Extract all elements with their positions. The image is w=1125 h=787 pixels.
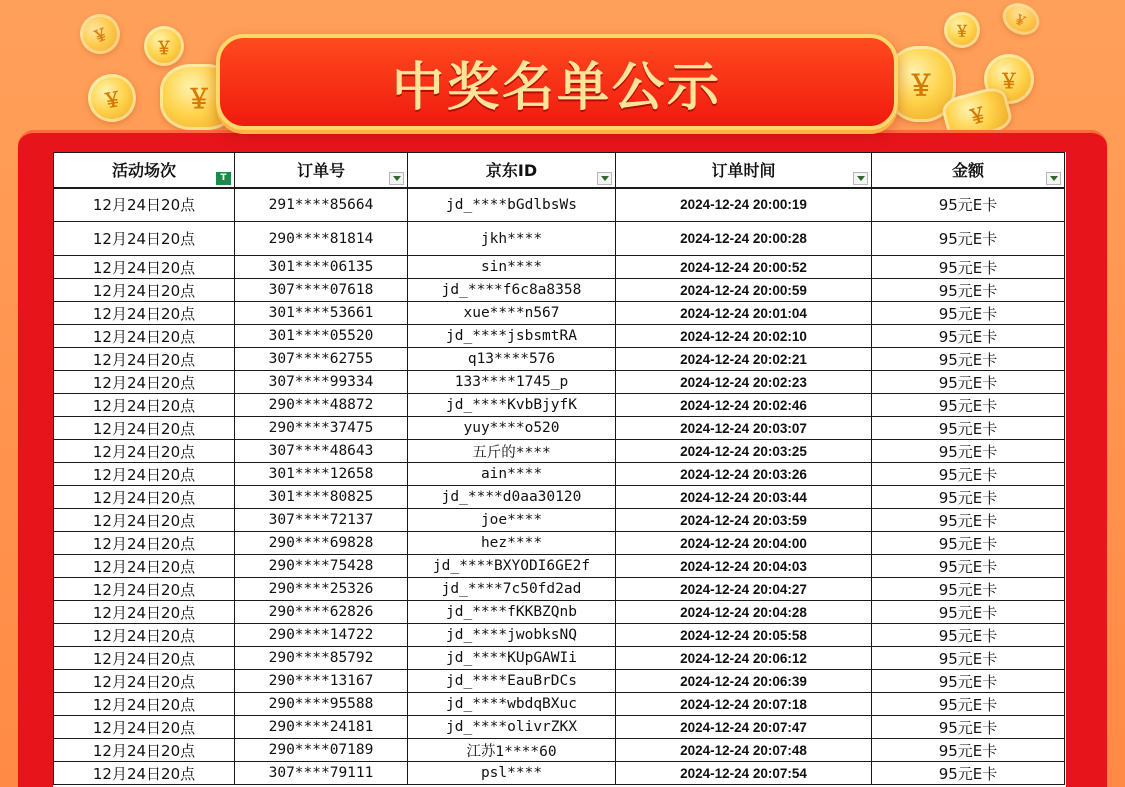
amount-cell[interactable]: 95元E卡 <box>872 325 1065 348</box>
amount-cell[interactable]: 95元E卡 <box>872 348 1065 371</box>
column-header-label: 订单号 <box>296 161 345 181</box>
order-number-cell[interactable]: 307****79111 <box>235 762 408 785</box>
session-cell[interactable]: 12月24日20点 <box>54 624 235 647</box>
column-header <box>872 153 1065 188</box>
jd-id-cell[interactable]: jd_****jsbsmtRA <box>408 325 616 348</box>
table-row <box>54 256 1065 279</box>
amount-cell[interactable]: 95元E卡 <box>872 716 1065 739</box>
jd-id-cell[interactable]: jd_****olivrZKX <box>408 716 616 739</box>
table-row <box>54 647 1065 670</box>
table-row <box>54 716 1065 739</box>
session-cell[interactable]: 12月24日20点 <box>54 302 235 325</box>
column-header <box>408 153 616 188</box>
table-row <box>54 440 1065 463</box>
order-time-cell[interactable]: 2024-12-24 20:00:28 <box>616 222 872 256</box>
table-row <box>54 739 1065 762</box>
amount-cell[interactable]: 95元E卡 <box>872 279 1065 302</box>
amount-cell[interactable]: 95元E卡 <box>872 624 1065 647</box>
session-cell[interactable]: 12月24日20点 <box>54 578 235 601</box>
jd-id-cell[interactable]: jd_****7c50fd2ad <box>408 578 616 601</box>
table-row <box>54 279 1065 302</box>
jd-id-cell[interactable]: xue****n567 <box>408 302 616 325</box>
order-number-cell[interactable]: 290****13167 <box>235 670 408 693</box>
column-header <box>54 153 235 188</box>
order-time-cell[interactable]: 2024-12-24 20:00:52 <box>616 256 872 279</box>
amount-cell[interactable]: 95元E卡 <box>872 302 1065 325</box>
order-number-cell[interactable]: 290****37475 <box>235 417 408 440</box>
order-number-cell[interactable]: 290****75428 <box>235 555 408 578</box>
column-header <box>235 153 408 188</box>
order-number-cell[interactable]: 307****62755 <box>235 348 408 371</box>
jd-id-cell[interactable]: q13****576 <box>408 348 616 371</box>
jd-id-cell[interactable]: 五斤的**** <box>408 440 616 463</box>
amount-cell[interactable]: 95元E卡 <box>872 739 1065 762</box>
amount-cell[interactable]: 95元E卡 <box>872 222 1065 256</box>
amount-cell[interactable]: 95元E卡 <box>872 670 1065 693</box>
order-number-cell[interactable]: 290****48872 <box>235 394 408 417</box>
order-time-cell[interactable]: 2024-12-24 20:04:03 <box>616 555 872 578</box>
chevron-down-icon <box>857 176 865 181</box>
jd-id-cell[interactable]: jd_****EauBrDCs <box>408 670 616 693</box>
order-time-cell[interactable]: 2024-12-24 20:02:21 <box>616 348 872 371</box>
winners-sheet[interactable] <box>53 152 1066 787</box>
jd-id-cell[interactable]: ain**** <box>408 463 616 486</box>
session-cell[interactable]: 12月24日20点 <box>54 222 235 256</box>
order-time-cell[interactable]: 2024-12-24 20:03:25 <box>616 440 872 463</box>
order-time-cell[interactable]: 2024-12-24 20:03:07 <box>616 417 872 440</box>
table-row <box>54 302 1065 325</box>
jd-id-cell[interactable]: jd_****KvbBjyfK <box>408 394 616 417</box>
coin-icon <box>74 8 125 59</box>
jd-id-cell[interactable]: joe**** <box>408 509 616 532</box>
session-cell[interactable]: 12月24日20点 <box>54 463 235 486</box>
session-cell[interactable]: 12月24日20点 <box>54 348 235 371</box>
order-time-cell[interactable]: 2024-12-24 20:03:44 <box>616 486 872 509</box>
order-time-cell[interactable]: 2024-12-24 20:07:47 <box>616 716 872 739</box>
jd-id-cell[interactable]: sin**** <box>408 256 616 279</box>
order-number-cell[interactable]: 301****53661 <box>235 302 408 325</box>
order-time-cell[interactable]: 2024-12-24 20:05:58 <box>616 624 872 647</box>
order-time-cell[interactable]: 2024-12-24 20:07:48 <box>616 739 872 762</box>
filter-dropdown-icon[interactable] <box>853 172 868 185</box>
amount-cell[interactable]: 95元E卡 <box>872 555 1065 578</box>
order-time-cell[interactable]: 2024-12-24 20:00:19 <box>616 188 872 222</box>
table-header <box>54 153 1065 188</box>
column-header-label: 京东ID <box>485 161 538 181</box>
order-number-cell[interactable]: 301****06135 <box>235 256 408 279</box>
order-time-cell[interactable]: 2024-12-24 20:04:27 <box>616 578 872 601</box>
session-cell[interactable]: 12月24日20点 <box>54 647 235 670</box>
coin-glyph: ￥ <box>964 101 991 130</box>
order-number-cell[interactable]: 290****62826 <box>235 601 408 624</box>
jd-id-cell[interactable]: psl**** <box>408 762 616 785</box>
winners-table <box>53 152 1065 785</box>
page-title: 中奖名单公示 <box>391 57 722 118</box>
session-cell[interactable]: 12月24日20点 <box>54 716 235 739</box>
amount-cell[interactable]: 95元E卡 <box>872 188 1065 222</box>
session-cell[interactable]: 12月24日20点 <box>54 486 235 509</box>
order-number-cell[interactable]: 290****07189 <box>235 739 408 762</box>
jd-id-cell[interactable]: jd_****d0aa30120 <box>408 486 616 509</box>
jd-id-cell[interactable]: jd_****jwobksNQ <box>408 624 616 647</box>
order-time-cell[interactable]: 2024-12-24 20:07:54 <box>616 762 872 785</box>
amount-cell[interactable]: 95元E卡 <box>872 417 1065 440</box>
coin-glyph: ￥ <box>954 21 970 40</box>
table-row <box>54 371 1065 394</box>
title-banner <box>216 34 898 130</box>
table-row <box>54 624 1065 647</box>
jd-id-cell[interactable]: jd_****wbdqBXuc <box>408 693 616 716</box>
jd-id-cell[interactable]: jd_****KUpGAWIi <box>408 647 616 670</box>
order-number-cell[interactable]: 301****80825 <box>235 486 408 509</box>
order-time-cell[interactable]: 2024-12-24 20:00:59 <box>616 279 872 302</box>
jd-id-cell[interactable]: jkh**** <box>408 222 616 256</box>
table-row <box>54 348 1065 371</box>
order-number-cell[interactable]: 307****07618 <box>235 279 408 302</box>
table-row <box>54 555 1065 578</box>
table-row <box>54 463 1065 486</box>
filter-dropdown-icon[interactable] <box>389 172 404 185</box>
session-cell[interactable]: 12月24日20点 <box>54 279 235 302</box>
column-header-label: 订单时间 <box>711 161 776 181</box>
amount-cell[interactable]: 95元E卡 <box>872 532 1065 555</box>
coin-icon <box>144 26 184 66</box>
table-row <box>54 578 1065 601</box>
coin-icon <box>84 70 140 126</box>
table-row <box>54 762 1065 785</box>
jd-id-cell[interactable]: 133****1745_p <box>408 371 616 394</box>
order-number-cell[interactable]: 290****25326 <box>235 578 408 601</box>
order-number-cell[interactable]: 290****69828 <box>235 532 408 555</box>
order-number-cell[interactable]: 290****95588 <box>235 693 408 716</box>
jd-id-cell[interactable]: yuy****o520 <box>408 417 616 440</box>
order-time-cell[interactable]: 2024-12-24 20:06:39 <box>616 670 872 693</box>
jd-id-cell[interactable]: jd_****fKKBZQnb <box>408 601 616 624</box>
column-header <box>616 153 872 188</box>
coin-icon <box>944 12 980 48</box>
jd-id-cell[interactable]: 江苏1****60 <box>408 739 616 762</box>
coin-glyph: ￥ <box>100 85 125 114</box>
amount-cell[interactable]: 95元E卡 <box>872 601 1065 624</box>
coin-glyph: ￥ <box>89 23 112 47</box>
order-time-cell[interactable]: 2024-12-24 20:02:10 <box>616 325 872 348</box>
chevron-down-icon <box>393 176 401 181</box>
chevron-down-icon <box>1050 176 1058 181</box>
session-cell[interactable]: 12月24日20点 <box>54 555 235 578</box>
session-cell[interactable]: 12月24日20点 <box>54 739 235 762</box>
order-number-cell[interactable]: 307****99334 <box>235 371 408 394</box>
order-time-cell[interactable]: 2024-12-24 20:04:28 <box>616 601 872 624</box>
session-cell[interactable]: 12月24日20点 <box>54 371 235 394</box>
amount-cell[interactable]: 95元E卡 <box>872 762 1065 785</box>
amount-cell[interactable]: 95元E卡 <box>872 256 1065 279</box>
table-row <box>54 670 1065 693</box>
order-time-cell[interactable]: 2024-12-24 20:07:18 <box>616 693 872 716</box>
order-number-cell[interactable]: 290****14722 <box>235 624 408 647</box>
table-row <box>54 417 1065 440</box>
coin-glyph: ￥ <box>999 68 1019 93</box>
jd-id-cell[interactable]: jd_****f6c8a8358 <box>408 279 616 302</box>
coin-glyph: ￥ <box>1011 11 1030 31</box>
session-cell[interactable]: 12月24日20点 <box>54 509 235 532</box>
chevron-down-icon <box>601 176 609 181</box>
coin-glyph: ￥ <box>155 38 173 59</box>
session-cell[interactable]: 12月24日20点 <box>54 394 235 417</box>
amount-cell[interactable]: 95元E卡 <box>872 486 1065 509</box>
table-row <box>54 222 1065 256</box>
filter-dropdown-icon[interactable] <box>597 172 612 185</box>
session-cell[interactable]: 12月24日20点 <box>54 762 235 785</box>
amount-cell[interactable]: 95元E卡 <box>872 578 1065 601</box>
filter-dropdown-icon[interactable] <box>1046 172 1061 185</box>
session-cell[interactable]: 12月24日20点 <box>54 601 235 624</box>
table-row <box>54 601 1065 624</box>
table-row <box>54 394 1065 417</box>
coin-glyph: ￥ <box>906 69 935 102</box>
amount-cell[interactable]: 95元E卡 <box>872 440 1065 463</box>
order-time-cell[interactable]: 2024-12-24 20:02:46 <box>616 394 872 417</box>
funnel-icon: T <box>220 172 227 183</box>
jd-id-cell[interactable]: hez**** <box>408 532 616 555</box>
session-cell[interactable]: 12月24日20点 <box>54 532 235 555</box>
table-row <box>54 509 1065 532</box>
order-number-cell[interactable]: 291****85664 <box>235 188 408 222</box>
session-cell[interactable]: 12月24日20点 <box>54 188 235 222</box>
amount-cell[interactable]: 95元E卡 <box>872 509 1065 532</box>
order-number-cell[interactable]: 290****85792 <box>235 647 408 670</box>
coin-icon <box>997 0 1044 41</box>
jd-id-cell[interactable]: jd_****BXYODI6GE2f <box>408 555 616 578</box>
header-row <box>54 153 1065 188</box>
session-cell[interactable]: 12月24日20点 <box>54 670 235 693</box>
order-number-cell[interactable]: 301****12658 <box>235 463 408 486</box>
table-body <box>54 188 1065 785</box>
order-time-cell[interactable]: 2024-12-24 20:03:26 <box>616 463 872 486</box>
table-row <box>54 486 1065 509</box>
amount-cell[interactable]: 95元E卡 <box>872 371 1065 394</box>
amount-cell[interactable]: 95元E卡 <box>872 693 1065 716</box>
coin-glyph: ￥ <box>185 84 212 115</box>
order-number-cell[interactable]: 307****48643 <box>235 440 408 463</box>
session-cell[interactable]: 12月24日20点 <box>54 325 235 348</box>
filter-active-icon[interactable] <box>216 172 231 185</box>
order-number-cell[interactable]: 290****81814 <box>235 222 408 256</box>
session-cell[interactable]: 12月24日20点 <box>54 440 235 463</box>
session-cell[interactable]: 12月24日20点 <box>54 417 235 440</box>
winners-board <box>18 130 1107 787</box>
table-row <box>54 188 1065 222</box>
order-time-cell[interactable]: 2024-12-24 20:01:04 <box>616 302 872 325</box>
column-header-label: 金额 <box>951 161 984 181</box>
amount-cell[interactable]: 95元E卡 <box>872 647 1065 670</box>
column-header-label: 活动场次 <box>111 161 176 181</box>
order-number-cell[interactable]: 307****72137 <box>235 509 408 532</box>
amount-cell[interactable]: 95元E卡 <box>872 463 1065 486</box>
order-number-cell[interactable]: 290****24181 <box>235 716 408 739</box>
session-cell[interactable]: 12月24日20点 <box>54 256 235 279</box>
order-time-cell[interactable]: 2024-12-24 20:03:59 <box>616 509 872 532</box>
order-time-cell[interactable]: 2024-12-24 20:04:00 <box>616 532 872 555</box>
table-row <box>54 532 1065 555</box>
order-number-cell[interactable]: 301****05520 <box>235 325 408 348</box>
order-time-cell[interactable]: 2024-12-24 20:02:23 <box>616 371 872 394</box>
jd-id-cell[interactable]: jd_****bGdlbsWs <box>408 188 616 222</box>
table-row <box>54 325 1065 348</box>
order-time-cell[interactable]: 2024-12-24 20:06:12 <box>616 647 872 670</box>
table-row <box>54 693 1065 716</box>
session-cell[interactable]: 12月24日20点 <box>54 693 235 716</box>
amount-cell[interactable]: 95元E卡 <box>872 394 1065 417</box>
